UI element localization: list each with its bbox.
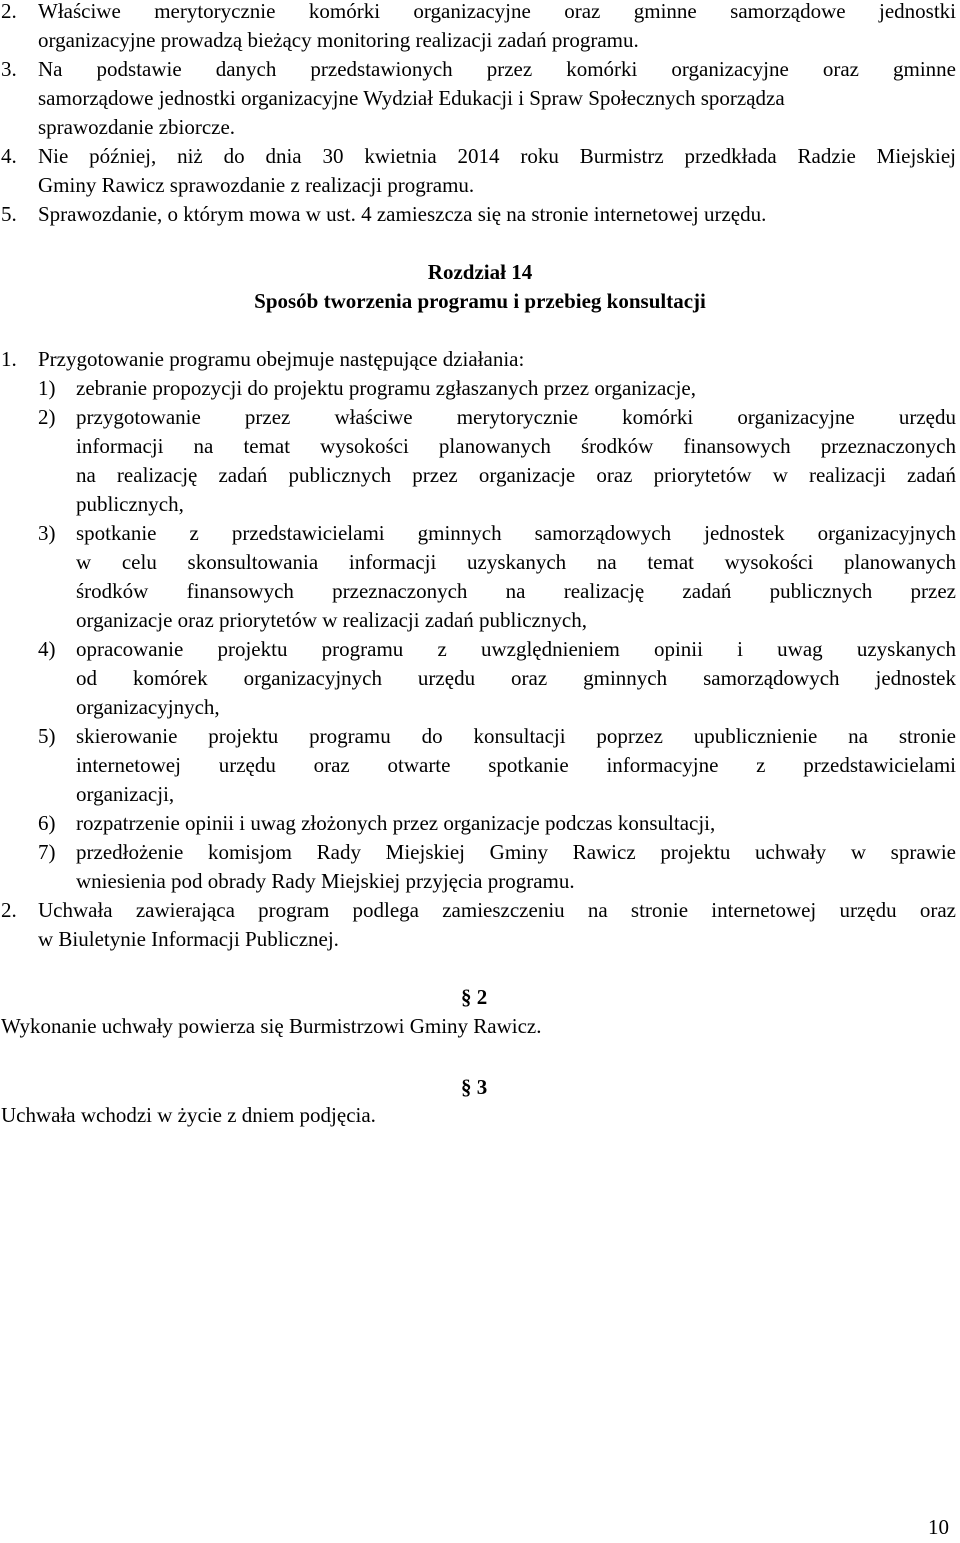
list-item-number: 7)	[38, 840, 56, 864]
list-item-text: organizacyjnych,	[76, 695, 220, 719]
paragraph-text: sprawozdanie zbiorcze.	[38, 115, 236, 139]
list-item-text: informacji na temat wysokości planowanych środków finansowych przeznaczonych	[76, 434, 956, 458]
paragraph-number: 1.	[1, 347, 17, 371]
paragraph-text: Na podstawie danych przedstawionych przez komórki organizacyjne oraz gminne	[38, 57, 956, 81]
paragraph-text: Uchwała zawierająca program podlega zamieszczeniu na stronie internetowej urzędu oraz	[38, 898, 956, 922]
list-item-text: zebranie propozycji do projektu programu zgłaszanych przez organizacje,	[76, 376, 696, 400]
list-item-number: 6)	[38, 811, 56, 835]
paragraph-text: Gminy Rawicz sprawozdanie z realizacji programu.	[38, 173, 475, 197]
paragraph-text: Właściwe merytorycznie komórki organizacyjne oraz gminne samorządowe jednostki	[38, 0, 956, 23]
section-text: Wykonanie uchwały powierza się Burmistrzowi Gminy Rawicz.	[1, 1014, 542, 1038]
list-item-text: od komórek organizacyjnych urzędu oraz gminnych samorządowych jednostek	[76, 666, 956, 690]
list-item-text: przygotowanie przez właściwe merytorycznie komórki organizacyjne urzędu	[76, 405, 956, 429]
paragraph-number: 3.	[1, 57, 17, 81]
list-item-number: 1)	[38, 376, 56, 400]
chapter-subtitle: Sposób tworzenia programu i przebieg konsultacji	[254, 289, 706, 313]
section-label: § 3	[461, 1075, 488, 1099]
list-item-text: wniesienia pod obrady Rady Miejskiej przyjęcia programu.	[76, 869, 575, 893]
list-item-text: środków finansowych przeznaczonych na realizację zadań publicznych przez	[76, 579, 956, 603]
page-number: 10	[928, 1515, 949, 1539]
list-item-text: rozpatrzenie opinii i uwag złożonych przez organizacje podczas konsultacji,	[76, 811, 716, 835]
chapter-title: Rozdział 14	[427, 260, 533, 284]
list-item-number: 2)	[38, 405, 56, 429]
paragraph-number: 2.	[1, 898, 17, 922]
section-label: § 2	[461, 985, 488, 1009]
paragraph-number: 4.	[1, 144, 17, 168]
list-item-text: na realizację zadań publicznych przez organizacje oraz priorytetów w realizacji zadań	[76, 463, 956, 487]
list-item-text: organizacje oraz priorytetów w realizacji zadań publicznych,	[76, 608, 587, 632]
list-item-text: internetowej urzędu oraz otwarte spotkanie informacyjne z przedstawicielami	[76, 753, 956, 777]
list-item-text: organizacji,	[76, 782, 175, 806]
paragraph-number: 5.	[1, 202, 17, 226]
list-item-text: opracowanie projektu programu z uwzględnieniem opinii i uwag uzyskanych	[76, 637, 956, 661]
paragraph-text: w Biuletynie Informacji Publicznej.	[38, 927, 339, 951]
list-item-text: skierowanie projektu programu do konsultacji poprzez upublicznienie na stronie	[76, 724, 956, 748]
list-item-text: w celu skonsultowania informacji uzyskanych na temat wysokości planowanych	[76, 550, 956, 574]
list-item-number: 5)	[38, 724, 56, 748]
section-text: Uchwała wchodzi w życie z dniem podjęcia.	[1, 1103, 376, 1127]
paragraph-text: Nie później, niż do dnia 30 kwietnia 2014 roku Burmistrz przedkłada Radzie Miejskiej	[38, 144, 956, 168]
list-item-text: przedłożenie komisjom Rady Miejskiej Gminy Rawicz projektu uchwały w sprawie	[76, 840, 956, 864]
list-item-text: spotkanie z przedstawicielami gminnych samorządowych jednostek organizacyjnych	[76, 521, 956, 545]
paragraph-text: samorządowe jednostki organizacyjne Wydział Edukacji i Spraw Społecznych sporządza	[38, 86, 785, 110]
list-item-number: 4)	[38, 637, 56, 661]
paragraph-text: organizacyjne prowadzą bieżący monitoring realizacji zadań programu.	[38, 28, 639, 52]
list-item-text: publicznych,	[76, 492, 184, 516]
paragraph-text: Sprawozdanie, o którym mowa w ust. 4 zamieszcza się na stronie internetowej urzędu.	[38, 202, 767, 226]
paragraph-number: 2.	[1, 0, 17, 23]
paragraph-intro: Przygotowanie programu obejmuje następujące działania:	[38, 347, 525, 371]
list-item-number: 3)	[38, 521, 56, 545]
